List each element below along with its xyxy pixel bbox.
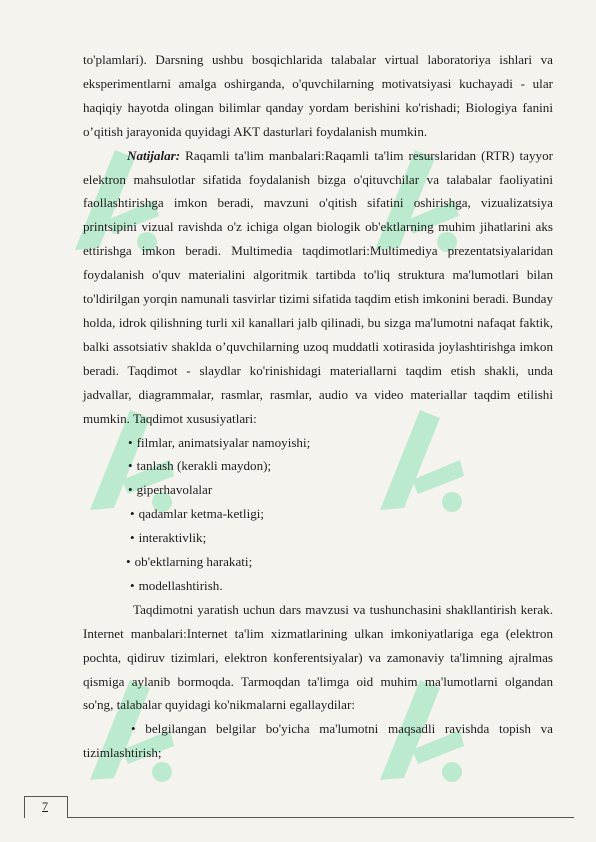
bullet-icon: •	[126, 554, 131, 570]
bullet-icon: •	[128, 458, 133, 474]
bullet-icon: •	[130, 530, 135, 546]
body-text	[83, 48, 553, 765]
presentation-features-list	[83, 431, 553, 598]
list-item: • tanlash (kerakli maydon);	[128, 458, 272, 474]
bullet-icon: •	[128, 482, 133, 498]
bullet-icon: •	[131, 721, 136, 737]
list-item: • modellashtirish.	[130, 577, 223, 593]
results-text: Raqamli ta'lim manbalari:Raqamli ta'lim resurslaridan (RTR) tayyor elektron mahsulotlar sifatida foydalanish bizga o'qituvchilar va talabalar faoliyatini faollashtirishga imkon beradi, mavzuni o'qitish sifatini oshirishga, vizualizatsiya printsipini vizual ravishda o'z ichiga olgan biologik ob'ektlarning muhim jihatlarini aks ettirishga imkon beradi. Multimedia taqdimotlari:Multimediya prezentatsiyalaridan foydalanish o'quv materialini algoritmik tartibda to'liq struktura ma'lumotlari bilan to'ldirilgan yorqin namunali tasvirlar tizimi sifatida taqdim etish imkonini beradi. Bunday holda, idrok qilishning turli xil kanallari jalb qilinadi, bu sizga ma'lumotni nafaqat faktik, balki assotsiativ shaklda o’quvchilarning uzoq muddatli xotirasida joylashtirishga imkon beradi. Taqdimot - slaydlar ko'rinishidagi materiallarni taqdim etish shakli, unda jadvallar, diagrammalar, rasmlar, rasmlar, audio va video materiallar taqdim etilishi mumkin. Taqdimot xususiyatlari:	[83, 147, 553, 426]
list-item: • ob'ektlarning harakati;	[126, 554, 253, 570]
bullet-icon: •	[128, 434, 133, 450]
list-item: • qadamlar ketma-ketligi;	[130, 506, 265, 522]
results-heading: Natijalar:	[127, 147, 181, 163]
footer-rule	[65, 817, 574, 818]
list-item: • giperhavolalar	[128, 482, 213, 498]
bullet-icon: •	[130, 577, 135, 593]
page-footer	[0, 796, 596, 818]
list-item: • interaktivlik;	[130, 530, 207, 546]
paragraph-internet: Taqdimotni yaratish uchun dars mavzusi va tushunchasini shakllantirish kerak. Internet manbalari:Internet ta'lim xizmatlarining ulkan imkoniyatlariga ega (elektron pochta, qidiruv tizimlari, elektron konferentsiyalar) va zamonaviy ta'limning ajralmas qismiga aylanib bormoqda. Tarmoqdan ta'limga oid muhim ma'lumotlarni olgandan so'ng, talabalar quyidagi ko'nikmalarni egallaydilar:	[83, 601, 553, 713]
skill-item: • belgilangan belgilar bo'yicha ma'lumotni maqsadli ravishda topish va tizimlashtirish;	[83, 721, 553, 761]
paragraph-results	[83, 144, 553, 431]
paragraph-intro: to'plamlari). Darsning ushbu bosqichlarida talabalar virtual laboratoriya ishlari va eksperimentlarni amalga oshirganda, o'quvchilarning motivatsiyasi kuchayadi - ular haqiqiy hayotda olingan bilimlar qanday yordam berishini ko'rishadi; Biologiya fanini o’qitish jarayonida quyidagi AKT dasturlari foydalanish mumkin.	[83, 52, 553, 139]
page-number: 7	[42, 799, 48, 813]
list-item: • filmlar, animatsiyalar namoyishi;	[128, 434, 311, 450]
bullet-icon: •	[130, 506, 135, 522]
